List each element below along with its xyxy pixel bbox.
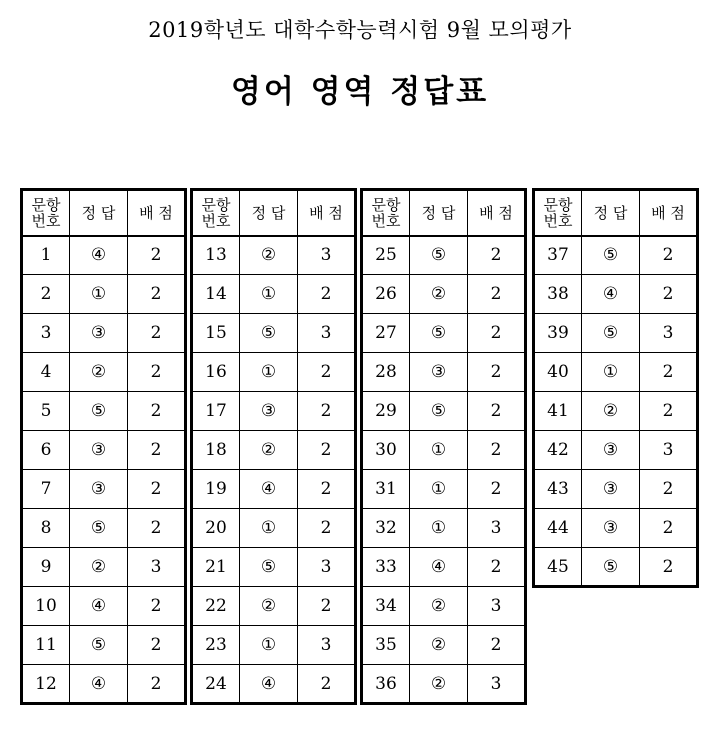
- score-cell: 2: [298, 353, 356, 392]
- score-cell: 2: [128, 431, 186, 470]
- score-cell: 3: [468, 509, 526, 548]
- question-number: 1: [22, 236, 70, 275]
- answer-cell: ⑤: [410, 236, 468, 275]
- question-number: 7: [22, 470, 70, 509]
- score-cell: 3: [298, 626, 356, 665]
- answer-cell: ④: [70, 587, 128, 626]
- answer-table-3: [360, 188, 527, 705]
- answer-cell: ⑤: [70, 509, 128, 548]
- question-number: 29: [362, 392, 410, 431]
- answer-table-2: [190, 188, 357, 705]
- table-row: [22, 626, 186, 665]
- score-cell: 2: [298, 587, 356, 626]
- answer-cell: ①: [240, 626, 298, 665]
- score-cell: 2: [640, 548, 698, 587]
- question-number: 25: [362, 236, 410, 275]
- answer-cell: ④: [582, 275, 640, 314]
- question-number: 33: [362, 548, 410, 587]
- question-number: 40: [534, 353, 582, 392]
- header-score: 배 점: [640, 190, 698, 236]
- table-row: [362, 626, 526, 665]
- answer-cell: ③: [582, 470, 640, 509]
- answer-cell: ②: [410, 665, 468, 704]
- score-cell: 2: [298, 509, 356, 548]
- answer-table-1: [20, 188, 187, 705]
- table-row: [192, 626, 356, 665]
- question-number: 44: [534, 509, 582, 548]
- question-number: 38: [534, 275, 582, 314]
- table-row: [362, 509, 526, 548]
- answer-cell: ②: [410, 626, 468, 665]
- answer-cell: ②: [410, 275, 468, 314]
- answer-cell: ①: [240, 353, 298, 392]
- answer-cell: ⑤: [70, 392, 128, 431]
- table-row: [534, 275, 698, 314]
- answer-cell: ⑤: [582, 314, 640, 353]
- header-answer: 정 답: [410, 190, 468, 236]
- table-header-row: [22, 190, 186, 236]
- score-cell: 3: [298, 548, 356, 587]
- table-row: [192, 392, 356, 431]
- answer-cell: ⑤: [240, 548, 298, 587]
- table-row: [192, 470, 356, 509]
- question-number: 18: [192, 431, 240, 470]
- question-number: 13: [192, 236, 240, 275]
- question-number: 2: [22, 275, 70, 314]
- question-number: 9: [22, 548, 70, 587]
- question-number: 21: [192, 548, 240, 587]
- score-cell: 2: [640, 236, 698, 275]
- question-number: 31: [362, 470, 410, 509]
- answer-cell: ⑤: [410, 392, 468, 431]
- question-number: 26: [362, 275, 410, 314]
- answer-cell: ⑤: [582, 236, 640, 275]
- score-cell: 2: [128, 509, 186, 548]
- question-number: 36: [362, 665, 410, 704]
- score-cell: 2: [468, 470, 526, 509]
- answer-cell: ⑤: [240, 314, 298, 353]
- question-number: 43: [534, 470, 582, 509]
- table-row: [534, 314, 698, 353]
- score-cell: 2: [128, 353, 186, 392]
- table-row: [534, 353, 698, 392]
- table-row: [22, 665, 186, 704]
- table-row: [534, 431, 698, 470]
- table-row: [362, 275, 526, 314]
- answer-cell: ③: [70, 431, 128, 470]
- table-row: [22, 509, 186, 548]
- header-score: 배 점: [298, 190, 356, 236]
- table-row: [22, 275, 186, 314]
- table-row: [192, 314, 356, 353]
- score-cell: 2: [128, 236, 186, 275]
- question-number: 30: [362, 431, 410, 470]
- header-question-number: 문항 번호: [22, 190, 70, 236]
- score-cell: 2: [468, 431, 526, 470]
- question-number: 35: [362, 626, 410, 665]
- table-row: [362, 236, 526, 275]
- answer-cell: ⑤: [410, 314, 468, 353]
- question-number: 28: [362, 353, 410, 392]
- table-row: [362, 353, 526, 392]
- answer-cell: ③: [70, 470, 128, 509]
- answer-cell: ③: [240, 392, 298, 431]
- answer-cell: ②: [70, 353, 128, 392]
- score-cell: 2: [640, 470, 698, 509]
- score-cell: 3: [468, 665, 526, 704]
- score-cell: 2: [640, 275, 698, 314]
- question-number: 6: [22, 431, 70, 470]
- table-row: [362, 431, 526, 470]
- table-row: [192, 509, 356, 548]
- table-row: [22, 587, 186, 626]
- exam-subtitle: 2019학년도 대학수학능력시험 9월 모의평가: [148, 18, 572, 42]
- table-row: [362, 587, 526, 626]
- table-header-row: [192, 190, 356, 236]
- answer-cell: ①: [240, 275, 298, 314]
- score-cell: 2: [640, 392, 698, 431]
- answer-cell: ①: [240, 509, 298, 548]
- question-number: 20: [192, 509, 240, 548]
- answer-cell: ①: [410, 431, 468, 470]
- score-cell: 2: [128, 470, 186, 509]
- table-row: [192, 431, 356, 470]
- header-score: 배 점: [468, 190, 526, 236]
- table-row: [362, 470, 526, 509]
- table-row: [534, 236, 698, 275]
- question-number: 4: [22, 353, 70, 392]
- table-row: [362, 548, 526, 587]
- score-cell: 2: [468, 314, 526, 353]
- score-cell: 2: [128, 626, 186, 665]
- table-row: [192, 236, 356, 275]
- score-cell: 2: [298, 275, 356, 314]
- table-row: [192, 665, 356, 704]
- answer-cell: ①: [582, 353, 640, 392]
- score-cell: 2: [128, 665, 186, 704]
- score-cell: 2: [298, 665, 356, 704]
- score-cell: 3: [468, 587, 526, 626]
- score-cell: 2: [468, 236, 526, 275]
- answer-cell: ②: [240, 431, 298, 470]
- table-row: [534, 548, 698, 587]
- table-row: [22, 470, 186, 509]
- question-number: 17: [192, 392, 240, 431]
- question-number: 42: [534, 431, 582, 470]
- question-number: 16: [192, 353, 240, 392]
- table-row: [192, 275, 356, 314]
- table-row: [192, 548, 356, 587]
- question-number: 34: [362, 587, 410, 626]
- table-row: [192, 587, 356, 626]
- answer-cell: ①: [410, 509, 468, 548]
- question-number: 41: [534, 392, 582, 431]
- question-number: 10: [22, 587, 70, 626]
- answer-cell: ②: [70, 548, 128, 587]
- answer-cell: ③: [70, 314, 128, 353]
- question-number: 12: [22, 665, 70, 704]
- table-row: [362, 665, 526, 704]
- score-cell: 2: [468, 275, 526, 314]
- score-cell: 2: [298, 470, 356, 509]
- question-number: 5: [22, 392, 70, 431]
- score-cell: 2: [640, 353, 698, 392]
- answer-cell: ②: [410, 587, 468, 626]
- score-cell: 3: [640, 431, 698, 470]
- answer-cell: ④: [70, 665, 128, 704]
- table-row: [22, 431, 186, 470]
- table-row: [534, 470, 698, 509]
- answer-cell: ③: [582, 431, 640, 470]
- answer-cell: ②: [582, 392, 640, 431]
- table-row: [362, 314, 526, 353]
- header-question-number: 문항 번호: [534, 190, 582, 236]
- table-row: [22, 392, 186, 431]
- answer-cell: ③: [410, 353, 468, 392]
- header-answer: 정 답: [582, 190, 640, 236]
- answer-cell: ⑤: [582, 548, 640, 587]
- table-row: [534, 509, 698, 548]
- score-cell: 2: [468, 392, 526, 431]
- header-answer: 정 답: [70, 190, 128, 236]
- score-cell: 2: [468, 548, 526, 587]
- question-number: 37: [534, 236, 582, 275]
- answer-cell: ⑤: [70, 626, 128, 665]
- question-number: 24: [192, 665, 240, 704]
- table-row: [534, 392, 698, 431]
- question-number: 8: [22, 509, 70, 548]
- score-cell: 3: [128, 548, 186, 587]
- table-row: [22, 353, 186, 392]
- score-cell: 2: [640, 509, 698, 548]
- score-cell: 3: [298, 314, 356, 353]
- score-cell: 2: [128, 314, 186, 353]
- answer-cell: ④: [240, 470, 298, 509]
- answer-cell: ④: [240, 665, 298, 704]
- answer-table-4: [532, 188, 699, 588]
- score-cell: 3: [640, 314, 698, 353]
- answer-cell: ④: [70, 236, 128, 275]
- table-row: [22, 548, 186, 587]
- answer-cell: ①: [70, 275, 128, 314]
- score-cell: 2: [298, 431, 356, 470]
- score-cell: 2: [468, 626, 526, 665]
- answer-cell: ④: [410, 548, 468, 587]
- page-title: 영어 영역 정답표: [230, 74, 490, 110]
- question-number: 45: [534, 548, 582, 587]
- question-number: 32: [362, 509, 410, 548]
- table-header-row: [362, 190, 526, 236]
- score-cell: 2: [298, 392, 356, 431]
- header-answer: 정 답: [240, 190, 298, 236]
- score-cell: 2: [468, 353, 526, 392]
- answer-cell: ①: [410, 470, 468, 509]
- score-cell: 3: [298, 236, 356, 275]
- question-number: 19: [192, 470, 240, 509]
- table-row: [22, 314, 186, 353]
- score-cell: 2: [128, 275, 186, 314]
- table-header-row: [534, 190, 698, 236]
- question-number: 23: [192, 626, 240, 665]
- header-question-number: 문항 번호: [192, 190, 240, 236]
- answer-cell: ②: [240, 236, 298, 275]
- score-cell: 2: [128, 587, 186, 626]
- header-score: 배 점: [128, 190, 186, 236]
- table-row: [192, 353, 356, 392]
- answer-cell: ②: [240, 587, 298, 626]
- table-row: [22, 236, 186, 275]
- header-question-number: 문항 번호: [362, 190, 410, 236]
- question-number: 15: [192, 314, 240, 353]
- score-cell: 2: [128, 392, 186, 431]
- question-number: 3: [22, 314, 70, 353]
- answer-cell: ③: [582, 509, 640, 548]
- question-number: 27: [362, 314, 410, 353]
- question-number: 22: [192, 587, 240, 626]
- question-number: 39: [534, 314, 582, 353]
- question-number: 11: [22, 626, 70, 665]
- table-row: [362, 392, 526, 431]
- question-number: 14: [192, 275, 240, 314]
